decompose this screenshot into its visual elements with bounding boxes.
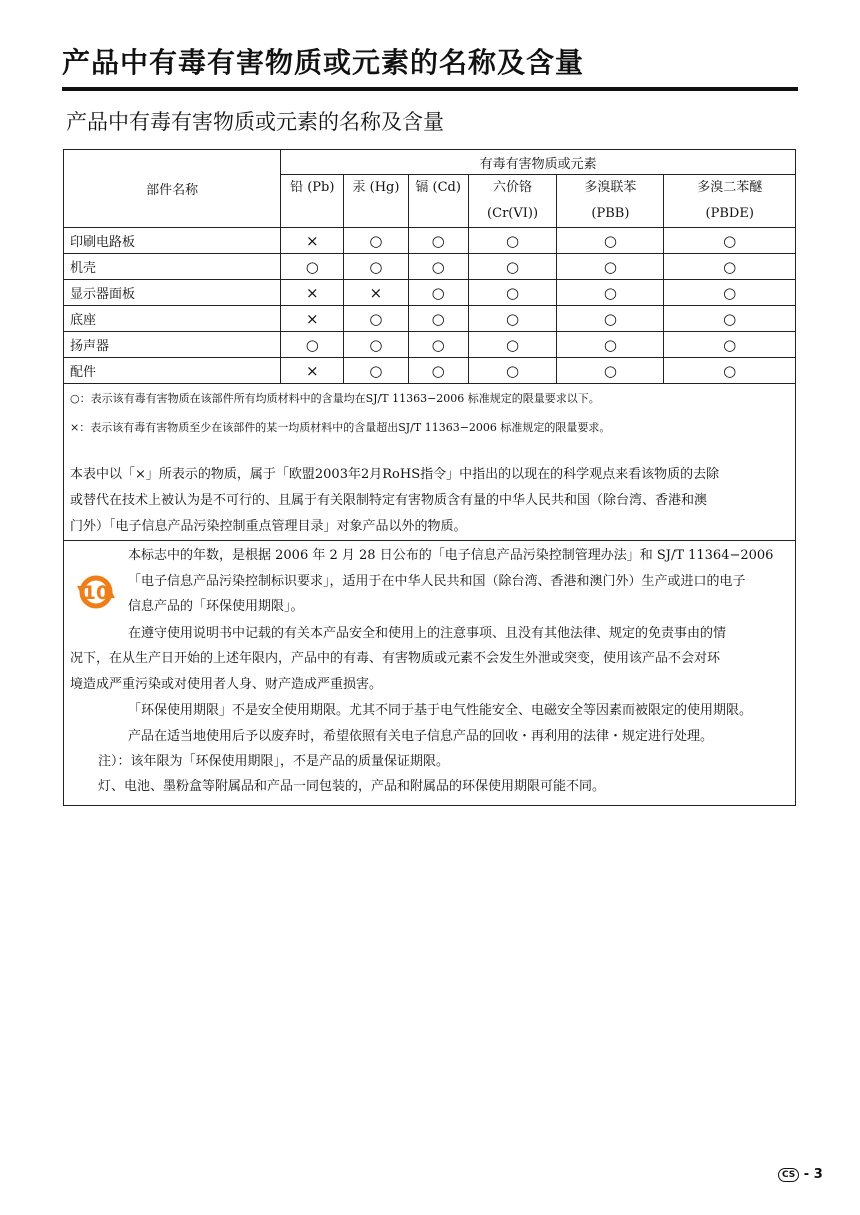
rohs-line: 或替代在技术上被认为是不可行的、且属于有关限制特定有害物质含有量的中华人民共和国（除台湾、香港和澳 — [70, 493, 708, 508]
substance-mark: ○ — [344, 332, 408, 358]
column-symbol: (Cr(VI)) — [487, 206, 539, 221]
substance-mark: ○ — [557, 228, 664, 254]
eco-note: 注）：该年限为「环保使用期限」，不是产品的质量保证期限。 — [98, 754, 450, 769]
part-name: 底座 — [64, 306, 281, 332]
substance-table — [63, 149, 796, 384]
substance-mark: ○ — [557, 358, 664, 384]
table-title: 产品中有毒有害物质或元素的名称及含量 — [66, 110, 444, 134]
substance-column-header — [281, 175, 344, 228]
eco-line: 产品在适当地使用后予以废弃时，希望依照有关电子信息产品的回收・再利用的法律・规定进行处理。 — [128, 729, 714, 744]
substance-mark: ○ — [664, 254, 796, 280]
substance-column-header — [408, 175, 468, 228]
substance-mark: ○ — [408, 254, 468, 280]
page-number: 3 — [813, 1167, 823, 1182]
column-symbol: (PBB) — [591, 206, 630, 221]
substance-mark: ○ — [557, 332, 664, 358]
substance-mark: ○ — [344, 228, 408, 254]
eco-line: 本标志中的年数，是根据 2006 年 2 月 28 日公布的「电子信息产品污染控制管理办法」和 SJ/T 11364−2006 — [128, 548, 774, 563]
note-cross: ×：表示该有毒有害物质至少在该部件的某一均质材料中的含量超出SJ/T 11363−2006 标准规定的限量要求。 — [70, 421, 611, 434]
substance-mark: ○ — [408, 306, 468, 332]
part-name: 显示器面板 — [64, 280, 281, 306]
eco-line: 境造成严重污染或对使用者人身、财产造成严重损害。 — [70, 677, 383, 692]
column-symbol: (PBDE) — [705, 206, 754, 221]
substance-group-header: 有毒有害物质或元素 — [281, 150, 796, 175]
rohs-line: 本表中以「×」所表示的物质，属于「欧盟2003年2月RoHS指令」中指出的以现在的科学观点来看该物质的去除 — [70, 467, 720, 482]
substance-mark: ○ — [468, 306, 557, 332]
substance-column-header — [664, 175, 796, 228]
table-row — [64, 228, 796, 254]
substance-box — [63, 149, 796, 806]
substance-mark: ○ — [408, 228, 468, 254]
part-name: 扬声器 — [64, 332, 281, 358]
substance-mark: ○ — [557, 254, 664, 280]
substance-mark: ○ — [344, 358, 408, 384]
substance-mark: ○ — [557, 306, 664, 332]
heading-rule — [62, 87, 798, 91]
substance-mark: ○ — [468, 332, 557, 358]
substance-mark: ○ — [557, 280, 664, 306]
language-badge: CS — [778, 1168, 799, 1182]
table-row — [64, 280, 796, 306]
column-name: 多溴二苯醚 — [697, 180, 763, 195]
substance-mark: ○ — [468, 358, 557, 384]
table-row — [64, 306, 796, 332]
part-name: 印刷电路板 — [64, 228, 281, 254]
page-heading: 产品中有毒有害物质或元素的名称及含量 — [62, 46, 585, 79]
substance-column-header — [557, 175, 664, 228]
substance-mark: ○ — [468, 228, 557, 254]
substance-mark: ○ — [408, 280, 468, 306]
substance-column-header — [344, 175, 408, 228]
substance-mark: ○ — [281, 254, 344, 280]
substance-mark: × — [344, 280, 408, 306]
eco-period-number: 10 — [82, 582, 110, 604]
substance-mark: ○ — [664, 228, 796, 254]
eco-line: 「电子信息产品污染控制标识要求」，适用于在中华人民共和国（除台湾、香港和澳门外）生产或进口的电子 — [128, 574, 746, 589]
substance-column-header — [468, 175, 557, 228]
note-circle: ○：表示该有毒有害物质在该部件所有均质材料中的含量均在SJ/T 11363−2006 标准规定的限量要求以下。 — [70, 392, 600, 405]
table-row — [64, 358, 796, 384]
substance-mark: ○ — [664, 306, 796, 332]
part-name: 配件 — [64, 358, 281, 384]
eco-line: 信息产品的「环保使用期限」。 — [128, 599, 304, 614]
substance-mark: × — [281, 306, 344, 332]
substance-mark: ○ — [344, 254, 408, 280]
table-row — [64, 254, 796, 280]
substance-mark: ○ — [408, 358, 468, 384]
footer-separator: - — [803, 1167, 810, 1182]
rohs-line: 门外）「电子信息产品污染控制重点管理目录」对象产品以外的物质。 — [70, 519, 467, 534]
substance-mark: × — [281, 358, 344, 384]
substance-mark: × — [281, 280, 344, 306]
page-footer — [778, 1167, 823, 1182]
substance-mark: ○ — [344, 306, 408, 332]
substance-mark: ○ — [664, 280, 796, 306]
rohs-paragraph — [70, 462, 790, 540]
column-name: 六价铬 — [493, 180, 533, 195]
section-divider — [64, 540, 795, 541]
eco-line: 在遵守使用说明书中记载的有关本产品安全和使用上的注意事项、且没有其他法律、规定的免责事由的情 — [128, 626, 727, 641]
part-name: 机壳 — [64, 254, 281, 280]
eco-line: 况下，在从生产日开始的上述年限内，产品中的有毒、有害物质或元素不会发生外泄或突变，使用该产品不会对环 — [70, 651, 721, 666]
substance-mark: ○ — [468, 280, 557, 306]
eco-line: 「环保使用期限」不是安全使用期限。尤其不同于基于电气性能安全、电磁安全等因素而被限定的使用期限。 — [128, 703, 753, 718]
substance-mark: ○ — [664, 358, 796, 384]
column-name: 多溴联苯 — [584, 180, 637, 195]
table-row — [64, 332, 796, 358]
column-name: 镉 (Cd) — [415, 180, 461, 195]
column-name: 汞 (Hg) — [352, 180, 400, 195]
substance-mark: ○ — [408, 332, 468, 358]
substance-mark: × — [281, 228, 344, 254]
eco-note: 灯、电池、墨粉盒等附属品和产品一同包装的，产品和附属品的环保使用期限可能不同。 — [98, 779, 606, 794]
substance-mark: ○ — [281, 332, 344, 358]
substance-mark: ○ — [664, 332, 796, 358]
substance-mark: ○ — [468, 254, 557, 280]
part-name-header: 部件名称 — [64, 150, 281, 228]
column-name: 铅 (Pb) — [290, 180, 335, 195]
eco-period-10-icon — [72, 568, 120, 616]
